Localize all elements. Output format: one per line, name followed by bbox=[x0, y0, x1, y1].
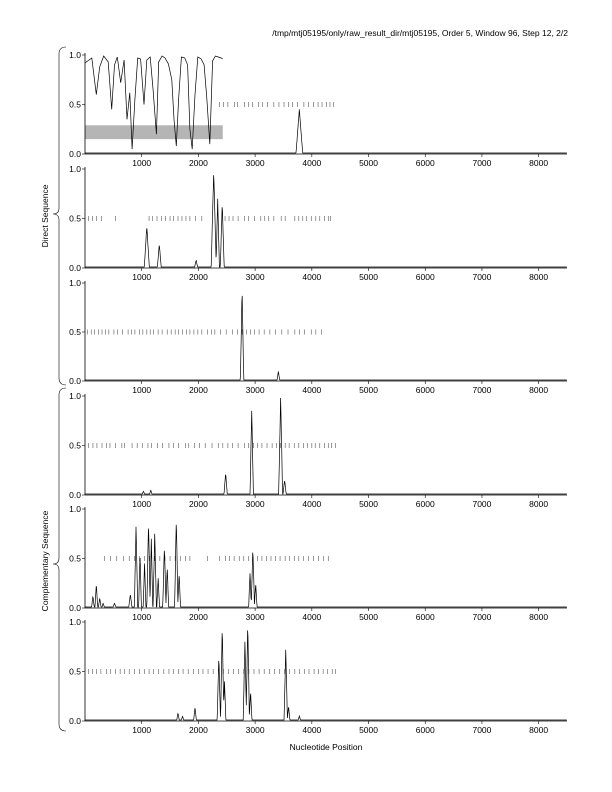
tick-mark-row bbox=[104, 556, 328, 561]
group-brace-direct bbox=[53, 47, 66, 385]
group-label-direct: Direct Sequence bbox=[40, 184, 50, 248]
group-label-complementary: Complementary Sequence bbox=[40, 510, 50, 612]
y-tick-label: 0.5 bbox=[69, 440, 81, 451]
y-tick-label: 0.5 bbox=[69, 327, 81, 337]
x-tick-label: 8000 bbox=[529, 725, 549, 735]
x-tick-label: 7000 bbox=[472, 385, 492, 395]
x-tick-label: 3000 bbox=[245, 385, 265, 395]
x-tick-label: 7000 bbox=[472, 725, 492, 735]
x-tick-label: 6000 bbox=[415, 499, 435, 509]
x-tick-label: 6000 bbox=[415, 158, 435, 168]
x-tick-label: 2000 bbox=[188, 499, 208, 509]
x-tick-label: 3000 bbox=[245, 499, 265, 509]
x-tick-label: 5000 bbox=[359, 612, 378, 622]
figure-title: /tmp/mtj05195/only/raw_result_dir/mtj05195, Order 5, Window 96, Step 12, 2/2 bbox=[272, 28, 568, 38]
y-tick-label: 0.0 bbox=[69, 716, 81, 726]
chart-panel-3 bbox=[69, 278, 567, 395]
x-tick-label: 3000 bbox=[245, 612, 265, 622]
tick-mark-row bbox=[88, 216, 330, 221]
x-tick-label: 1000 bbox=[132, 385, 152, 395]
x-tick-label: 8000 bbox=[529, 272, 549, 282]
x-tick-label: 1000 bbox=[132, 612, 152, 622]
chart-panel-2 bbox=[69, 164, 567, 282]
tick-mark-row bbox=[88, 669, 335, 674]
x-tick-label: 3000 bbox=[245, 158, 265, 168]
x-tick-label: 1000 bbox=[132, 272, 152, 282]
y-tick-label: 0.5 bbox=[69, 553, 81, 564]
tick-mark-row bbox=[219, 102, 333, 107]
y-tick-label: 0.0 bbox=[69, 149, 81, 159]
x-tick-label: 4000 bbox=[302, 158, 322, 168]
x-tick-label: 4000 bbox=[302, 725, 322, 735]
y-tick-label: 1.0 bbox=[69, 391, 81, 401]
x-tick-label: 5000 bbox=[359, 385, 378, 395]
group-brace-complementary bbox=[53, 388, 66, 731]
y-tick-label: 0.5 bbox=[69, 213, 81, 224]
y-tick-label: 0.0 bbox=[69, 490, 81, 500]
x-tick-label: 3000 bbox=[245, 725, 265, 735]
y-tick-label: 1.0 bbox=[69, 164, 81, 174]
x-tick-label: 6000 bbox=[415, 272, 435, 282]
x-tick-label: 2000 bbox=[188, 725, 208, 735]
x-axis-label: Nucleotide Position bbox=[289, 742, 363, 752]
shaded-band bbox=[85, 125, 223, 139]
x-tick-label: 5000 bbox=[359, 272, 378, 282]
x-tick-label: 6000 bbox=[415, 725, 435, 735]
x-tick-label: 7000 bbox=[472, 499, 492, 509]
x-tick-label: 1000 bbox=[132, 158, 152, 168]
y-tick-label: 1.0 bbox=[69, 50, 81, 60]
x-tick-label: 8000 bbox=[529, 612, 549, 622]
series-line-1 bbox=[85, 398, 567, 494]
series-line-1 bbox=[85, 175, 567, 267]
x-tick-label: 1000 bbox=[132, 725, 152, 735]
y-tick-label: 1.0 bbox=[69, 617, 81, 627]
chart-panel-4 bbox=[69, 391, 567, 509]
chart-panel-5 bbox=[69, 504, 567, 622]
x-tick-label: 4000 bbox=[302, 499, 322, 509]
x-tick-label: 2000 bbox=[188, 612, 208, 622]
x-tick-label: 1000 bbox=[132, 499, 152, 509]
y-tick-label: 1.0 bbox=[69, 504, 81, 514]
chart-panel-6 bbox=[69, 617, 567, 735]
x-tick-label: 2000 bbox=[188, 158, 208, 168]
x-tick-label: 7000 bbox=[472, 158, 492, 168]
chart-panel-1 bbox=[69, 50, 567, 168]
x-tick-label: 4000 bbox=[302, 612, 322, 622]
tick-mark-row bbox=[88, 443, 335, 448]
series-line-1 bbox=[85, 296, 567, 380]
x-tick-label: 6000 bbox=[415, 385, 435, 395]
y-tick-label: 0.0 bbox=[69, 603, 81, 613]
series-line-1 bbox=[85, 525, 567, 607]
x-tick-label: 5000 bbox=[359, 158, 378, 168]
x-tick-label: 4000 bbox=[302, 272, 322, 282]
x-tick-label: 3000 bbox=[245, 272, 265, 282]
x-tick-label: 2000 bbox=[188, 272, 208, 282]
x-tick-label: 7000 bbox=[472, 272, 492, 282]
x-tick-label: 8000 bbox=[529, 158, 549, 168]
x-tick-label: 7000 bbox=[472, 612, 492, 622]
y-tick-label: 0.5 bbox=[69, 666, 81, 677]
x-tick-label: 5000 bbox=[359, 499, 378, 509]
series-line-1 bbox=[85, 630, 567, 720]
panels bbox=[69, 50, 567, 735]
x-tick-label: 2000 bbox=[188, 385, 208, 395]
y-tick-label: 1.0 bbox=[69, 278, 81, 288]
x-tick-label: 8000 bbox=[529, 499, 549, 509]
tick-mark-row bbox=[87, 330, 321, 335]
x-tick-label: 8000 bbox=[529, 385, 549, 395]
x-tick-label: 4000 bbox=[302, 385, 322, 395]
x-tick-label: 6000 bbox=[415, 612, 435, 622]
y-tick-label: 0.0 bbox=[69, 376, 81, 386]
y-tick-label: 0.0 bbox=[69, 263, 81, 273]
y-tick-label: 0.5 bbox=[69, 99, 81, 110]
x-tick-label: 5000 bbox=[359, 725, 378, 735]
